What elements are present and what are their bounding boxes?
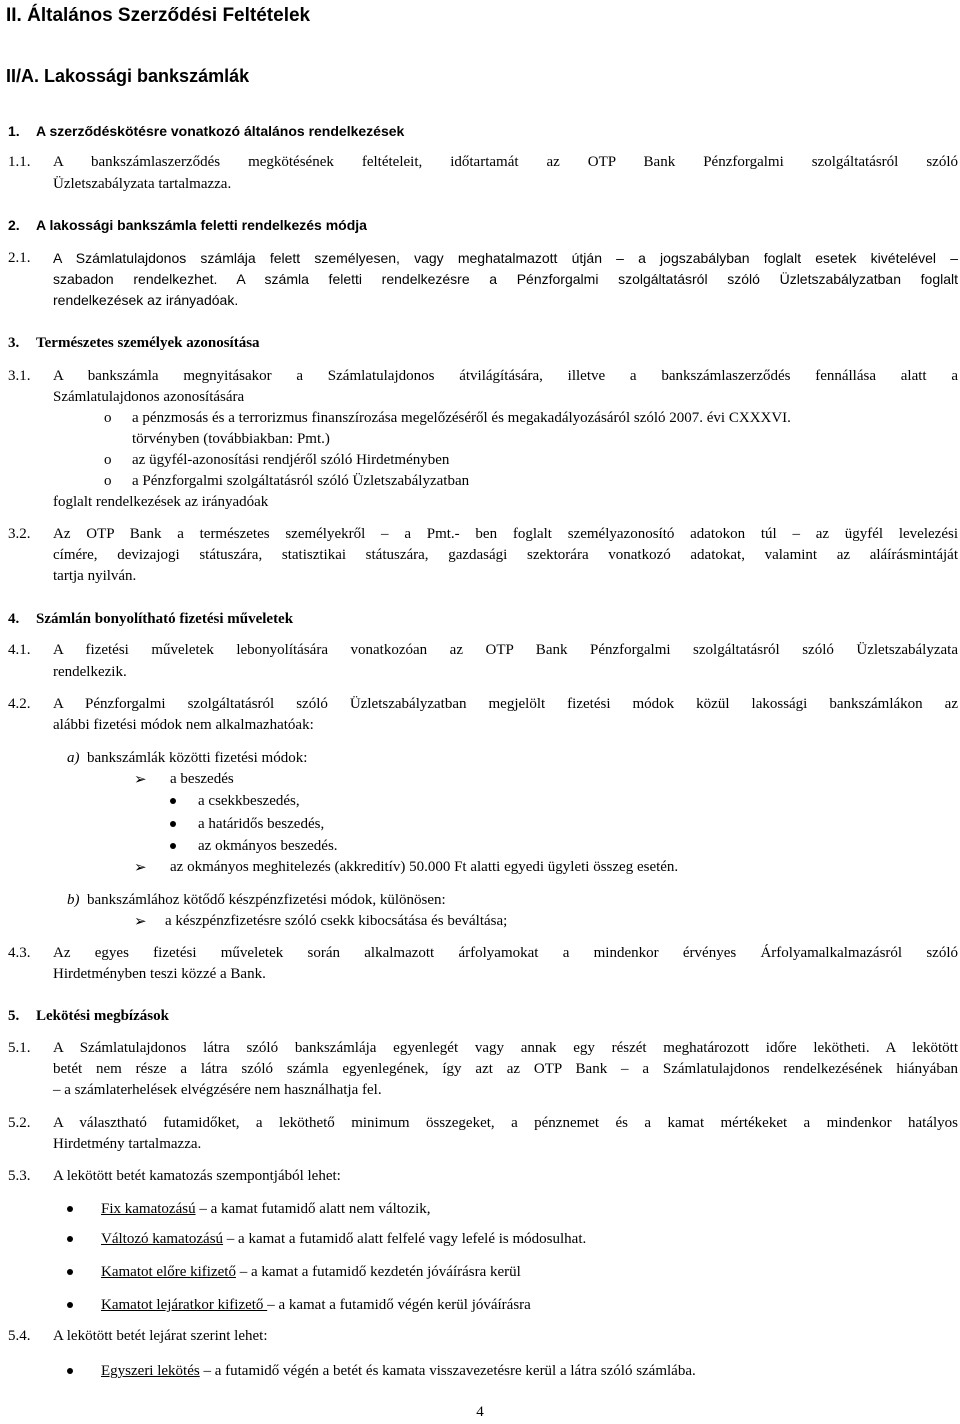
para-5-3-number: 5.3. [8,1168,31,1184]
para-3-1-number: 3.1. [8,368,31,384]
section-5-number: 5. [8,1008,20,1024]
sublist-heading-a: bankszámlák közötti fizetési módok: [87,750,308,766]
para-4-1-number: 4.1. [8,642,31,658]
para-5-1-line: A Számlatulajdonos látra szóló bankszámlája egyenlegét vagy annak egy részét meghatározott időre lekötheti. A lekötött [53,1040,958,1056]
para-2-1-number: 2.1. [8,250,31,266]
list-item: a Pénzforgalmi szolgáltatásról szóló Üzletszabályzatban [132,473,470,489]
bullet-dot-icon [170,843,176,849]
section-2-heading: A lakossági bankszámla feletti rendelkezés módja [36,217,367,233]
section-5-heading: Lekötési megbízások [36,1008,169,1024]
term-prepaid-interest: Kamatot előre kifizető [101,1264,236,1280]
list-item [101,1229,586,1250]
bullet-dot-icon [170,798,176,804]
page-number: 4 [476,1404,484,1420]
para-3-2-number: 3.2. [8,526,31,542]
para-2-1-line: A Számlatulajdonos számlája felett személyesen, vagy meghatalmazott útján – a jogszabályban foglalt esetek kivételével – [53,250,958,266]
list-item [101,1361,696,1382]
para-5-2-line: Hirdetmény tartalmazza. [53,1136,202,1152]
bullet-dot-icon [170,821,176,827]
arrow-bullet-icon: ➢ [134,912,147,930]
list-item: a beszedés [170,771,234,787]
list-marker-o: o [104,452,112,468]
para-5-1-line: – a számlaterhelések elvégzésére nem használhatja fel. [53,1082,382,1098]
sublist-heading-b: bankszámlához kötődő készpénzfizetési módok, különösen: [87,892,446,908]
arrow-bullet-icon: ➢ [134,858,147,876]
para-5-4-number: 5.4. [8,1328,31,1344]
list-item: a pénzmosás és a terrorizmus finanszírozása megelőzéséről és megakadályozásáról szóló 2007. évi CXXXVI. [132,410,791,426]
para-4-1-line: A fizetési műveletek lebonyolítására vonatkozóan az OTP Bank Pénzforgalmi szolgáltatásról szóló Üzletszabályzata [53,642,958,658]
list-item: az okmányos beszedés. [198,838,338,854]
term-maturity-interest-desc: – a kamat a futamidő végén kerül jóváírásra [267,1297,531,1313]
arrow-bullet-icon: ➢ [134,770,147,788]
list-item: a készpénzfizetésre szóló csekk kibocsátása és beváltása; [165,913,508,929]
section-4-heading: Számlán bonyolítható fizetési műveletek [36,611,294,627]
list-item [101,1295,531,1316]
term-one-time-deposit-desc: – a futamidő végén a betét és kamata visszavezetésre kerül a látra szóló számlába. [199,1363,696,1379]
para-5-3-line: A lekötött betét kamatozás szempontjából lehet: [53,1168,341,1184]
para-5-1-number: 5.1. [8,1040,31,1056]
bullet-dot-icon [67,1236,73,1242]
term-fixed-interest: Fix kamatozású [101,1201,196,1217]
section-3-number: 3. [8,335,20,351]
list-item: az okmányos meghitelezés (akkreditív) 50.000 Ft alatti egyedi ügyleti összeg esetén. [170,859,679,875]
para-3-2-line: címére, devizajogi státuszára, statisztikai státuszára, gazdasági szektorára vonatkozó adatokat, valamint az aláírásmintáját [53,547,958,563]
para-5-2-number: 5.2. [8,1115,31,1131]
bullet-dot-icon [67,1368,73,1374]
para-3-1-line: A bankszámla megnyitásakor a Számlatulajdonos átvilágítására, illetve a bankszámlaszerződés fennállása alatt a [53,368,958,384]
list-marker-o: o [104,473,112,489]
term-maturity-interest: Kamatot lejáratkor kifizető [101,1297,268,1313]
para-2-1-line: rendelkezések az irányadóak. [53,292,239,308]
document-title: II. Általános Szerződési Feltételek [6,5,311,26]
list-item: törvényben (továbbiakban: Pmt.) [132,431,330,447]
para-4-3-number: 4.3. [8,945,31,961]
para-4-2-line: alábbi fizetési módok nem alkalmazhatóak: [53,717,314,733]
list-item: a csekkbeszedés, [198,793,300,809]
bullet-dot-icon [67,1302,73,1308]
para-1-1-line: Üzletszabályzata tartalmazza. [53,176,232,192]
para-4-2-number: 4.2. [8,696,31,712]
document-subtitle: II/A. Lakossági bankszámlák [6,66,250,86]
para-3-2-line: Az OTP Bank a természetes személyekről – a Pmt.- ben foglalt személyazonosító adatokon túl – az ügyfél levelezési [53,526,958,542]
para-5-4-line: A lekötött betét lejárat szerint lehet: [53,1328,268,1344]
para-3-1-line: Számlatulajdonos azonosítására [53,389,245,405]
bullet-dot-icon [67,1269,73,1275]
para-3-2-line: tartja nyilván. [53,568,137,584]
para-4-2-line: A Pénzforgalmi szolgáltatásról szóló Üzletszabályzatban megjelölt fizetési módok közül lakossági bankszámlákon az [53,696,958,712]
term-variable-interest-desc: – a kamat a futamidő alatt felfelé vagy lefelé is módosulhat. [223,1231,587,1247]
para-5-2-line: A választható futamidőket, a leköthető minimum összegeket, a pénznemet és a kamat mértékeket a mindenkor hatályos [53,1115,958,1131]
para-1-1-number: 1.1. [8,154,31,170]
para-1-1-line: A bankszámlaszerződés megkötésének feltételeit, időtartamát az OTP Bank Pénzforgalmi szolgáltatásról szóló [53,154,958,170]
list-item: a határidős beszedés, [198,816,325,832]
para-2-1-line: szabadon rendelkezhet. A számla feletti rendelkezésre a Pénzforgalmi szolgáltatásról szóló Üzletszabályzatban foglalt [53,271,958,287]
term-variable-interest: Változó kamatozású [101,1231,224,1247]
section-1-heading: A szerződéskötésre vonatkozó általános rendelkezések [36,123,405,139]
para-4-3-line: Hirdetményben teszi közzé a Bank. [53,966,266,982]
para-4-1-line: rendelkezik. [53,664,127,680]
term-fixed-interest-desc: – a kamat futamidő alatt nem változik, [195,1201,431,1217]
term-one-time-deposit: Egyszeri lekötés [101,1363,200,1379]
para-3-1-tail: foglalt rendelkezések az irányadóak [53,494,269,510]
section-1-number: 1. [8,123,20,139]
sublist-label-a: a) [67,750,80,766]
para-5-1-line: betét nem része a látra szóló számla egyenlegének, így azt az OTP Bank – a Számlatulajdonos rendelkezésének hiányában [53,1061,958,1077]
section-3-heading: Természetes személyek azonosítása [36,335,260,351]
section-4-number: 4. [8,611,20,627]
list-item: az ügyfél-azonosítási rendjéről szóló Hirdetményben [132,452,450,468]
section-2-number: 2. [8,217,20,233]
para-4-3-line: Az egyes fizetési műveletek során alkalmazott árfolyamokat a mindenkor érvényes Árfolyamalkalmazásról szóló [53,945,958,961]
list-item [101,1262,521,1283]
sublist-label-b: b) [67,892,80,908]
term-prepaid-interest-desc: – a kamat a futamidő kezdetén jóváírásra kerül [235,1264,521,1280]
list-marker-o: o [104,410,112,426]
list-item [101,1199,431,1220]
bullet-dot-icon [67,1206,73,1212]
